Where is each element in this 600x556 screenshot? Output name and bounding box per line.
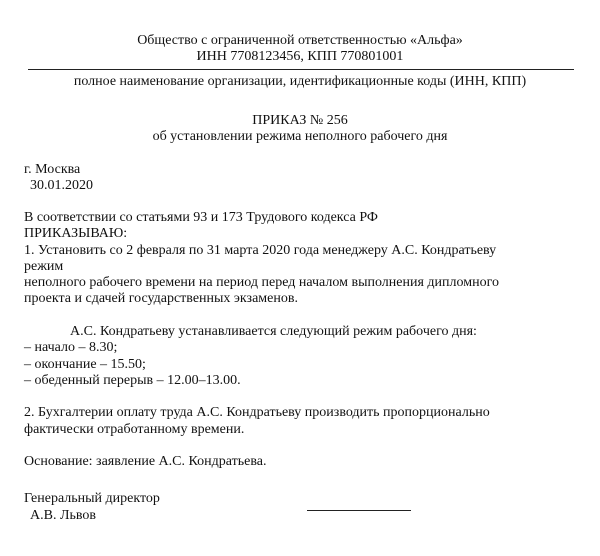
- order-subtitle: об установлении режима неполного рабочего дня: [152, 129, 448, 144]
- org-codes: ИНН 7708123456, КПП 770801001: [196, 49, 404, 64]
- schedule-item: – окончание – 15.50;: [24, 357, 146, 372]
- item1-line: неполного рабочего времени на период перед началом выполнения дипломного: [24, 275, 499, 290]
- order-word: ПРИКАЗЫВАЮ:: [24, 226, 128, 241]
- org-caption: полное наименование организации, идентификационные коды (ИНН, КПП): [73, 74, 527, 89]
- item1-line: режим: [24, 259, 64, 274]
- signature-line: [307, 510, 411, 511]
- schedule-intro: А.С. Кондратьеву устанавливается следующий режим рабочего дня:: [70, 324, 477, 339]
- item2-line: 2. Бухгалтерии оплату труда А.С. Кондратьеву производить пропорционально: [24, 405, 490, 420]
- signer-position: Генеральный директор: [24, 491, 160, 506]
- item1-line: 1. Установить со 2 февраля по 31 марта 2020 года менеджеру А.С. Кондратьеву: [24, 243, 497, 258]
- schedule-item: – обеденный перерыв – 12.00–13.00.: [24, 373, 241, 388]
- org-name: Общество с ограниченной ответственностью «Альфа»: [137, 33, 463, 48]
- order-date: 30.01.2020: [30, 178, 93, 193]
- city: г. Москва: [24, 162, 81, 177]
- order-title: ПРИКАЗ № 256: [252, 113, 348, 128]
- basis-intro: В соответствии со статьями 93 и 173 Трудового кодекса РФ: [24, 210, 378, 225]
- item2-line: фактически отработанному времени.: [24, 422, 245, 437]
- item1-line: проекта и сдачей государственных экзаменов.: [24, 291, 298, 306]
- foundation: Основание: заявление А.С. Кондратьева.: [24, 454, 267, 469]
- header-rule: [28, 69, 574, 70]
- signer-name: А.В. Львов: [30, 508, 96, 523]
- schedule-item: – начало – 8.30;: [24, 340, 118, 355]
